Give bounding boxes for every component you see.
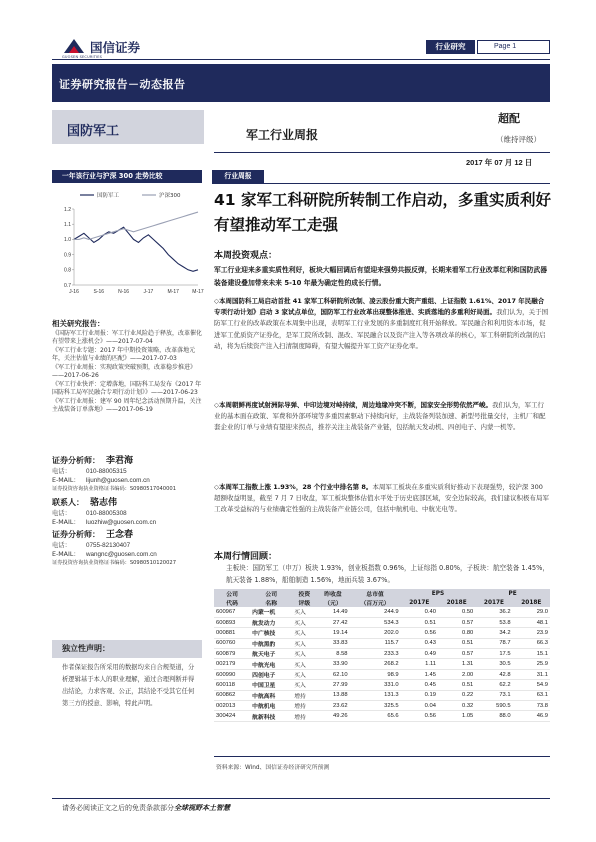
table-cell: 买入 bbox=[292, 680, 316, 690]
related-list bbox=[52, 330, 202, 415]
table-cell: 600893 bbox=[214, 617, 250, 627]
table-cell: 0.56 bbox=[401, 711, 438, 721]
series-line bbox=[74, 227, 198, 271]
table-cell: 29.0 bbox=[513, 607, 550, 617]
table-cell: 中航黑豹 bbox=[250, 638, 292, 648]
independence-head: 独立性声明： bbox=[52, 640, 202, 658]
table-cell: 0.51 bbox=[438, 680, 475, 690]
table-cell: 1.11 bbox=[401, 659, 438, 669]
x-tick-label: J-16 bbox=[69, 289, 79, 295]
table-cell: 1.31 bbox=[438, 659, 475, 669]
table-cell: 19.14 bbox=[316, 628, 349, 638]
brand-logo bbox=[62, 36, 152, 58]
table-cell: 78.7 bbox=[475, 638, 512, 648]
analyst-phone: 0755-82130407 bbox=[86, 542, 131, 549]
table-cell: 300424 bbox=[214, 711, 250, 721]
y-tick-label: 1.1 bbox=[64, 222, 71, 228]
table-cell: 25.9 bbox=[513, 659, 550, 669]
table-cell: 88.0 bbox=[475, 711, 512, 721]
table-row bbox=[214, 701, 550, 711]
table-cell: 0.49 bbox=[401, 649, 438, 659]
table-cell: 中航光电 bbox=[250, 659, 292, 669]
table-cell: 增持 bbox=[292, 701, 316, 711]
table-cell: 202.0 bbox=[350, 628, 401, 638]
table-row bbox=[214, 607, 550, 617]
table-cell: 33.83 bbox=[316, 638, 349, 648]
headline: 41 家军工科研院所转制工作启动，多重实质利好有望推动军工走强 bbox=[214, 191, 551, 234]
table-cell: 中国卫星 bbox=[250, 680, 292, 690]
bullet-lead: 本周国防科工局启动首批 41 家军工科研院所改制、凌云股份重大资产重组、上证指数 1.61%、2017 年民融合专项行动计划》启动 3 家试点单位，国防军工行业改革出现整体推进、实质落地的多重利好局面。 bbox=[214, 297, 545, 317]
bullet-text: 本周军工板块在多重实质利好推动下表现强势，较沪深 300 超额收益明显，截至 7 月 7 日收盘，军工板块整体估值水平处于历史底部区域，安全边际较高，我们建议积极布局军工改革受益标的与业绩确定性强的主战装备产业链公司，包括中航机电、中航光电等。 bbox=[214, 483, 550, 514]
table-cell: 8.58 bbox=[316, 649, 349, 659]
table-cell: 34.2 bbox=[475, 628, 512, 638]
col-header: EPS bbox=[401, 589, 476, 598]
table-cell: 0.19 bbox=[401, 690, 438, 700]
analyst-name: 王念春 bbox=[106, 530, 134, 540]
table-cell: 0.40 bbox=[401, 607, 438, 617]
trend-chart bbox=[52, 185, 202, 303]
analyst-email[interactable]: luozhiw@guosen.com.cn bbox=[86, 519, 157, 526]
weekly-tag: 行业周报 bbox=[212, 170, 264, 183]
table-cell: 002179 bbox=[214, 659, 250, 669]
col-header: 投资 bbox=[292, 589, 316, 598]
email-label: E-MAIL： bbox=[52, 551, 80, 558]
table-cell: 1.45 bbox=[401, 669, 438, 679]
analyst-email[interactable]: lijunh@guosen.com.cn bbox=[86, 477, 150, 484]
x-tick-label: N-16 bbox=[118, 289, 130, 295]
analyst-cert: 证券投资咨询执业资格证书编码：S0980510120027 bbox=[52, 560, 177, 566]
table-cell: 中航机电 bbox=[250, 701, 292, 711]
analyst-name: 骆志伟 bbox=[90, 498, 118, 508]
table-cell: 23.9 bbox=[513, 628, 550, 638]
bullet-text: 我们认为，关于国防军工行业的改革政策在本周集中出现，表明军工行业发展的多重制度红利开始释放。军民融合和利用资本市场，促进军工优质资产证券化，是军工院所改制、混改、军民融合以及资产注入等各项改革的核心，军工科研院所改制的启动，将为后续资产注入扫清制度障碍，有望大幅提升军工资产证券化率。 bbox=[214, 308, 549, 350]
table-cell: 331.0 bbox=[350, 680, 401, 690]
table-cell: 0.51 bbox=[401, 617, 438, 627]
table-row bbox=[214, 628, 550, 638]
x-tick-label: M-17 bbox=[167, 289, 179, 295]
analyst-phone: 010-88005308 bbox=[86, 510, 127, 517]
table-cell: 0.50 bbox=[438, 607, 475, 617]
table-cell: 53.8 bbox=[475, 617, 512, 627]
table-cell: 0.51 bbox=[438, 638, 475, 648]
table-cell: 0.45 bbox=[401, 680, 438, 690]
table-cell: 62.2 bbox=[475, 680, 512, 690]
table-cell: 1.05 bbox=[438, 711, 475, 721]
table-cell: 买入 bbox=[292, 659, 316, 669]
table-cell: 233.3 bbox=[350, 649, 401, 659]
analyst-role: 证券分析师： bbox=[52, 456, 100, 465]
tag-rule bbox=[212, 183, 550, 184]
table-cell: 增持 bbox=[292, 711, 316, 721]
analyst-1 bbox=[52, 448, 202, 494]
table-row bbox=[214, 649, 550, 659]
related-item[interactable]: 《军工行业快评：定增落地，国防科工局发布《2017 年国防科工局军民融合专项行动计划》》——2017-06-23 bbox=[52, 381, 202, 396]
table-cell: 31.1 bbox=[513, 669, 550, 679]
table-cell: 66.3 bbox=[513, 638, 550, 648]
bullet-lead: 本周朝鲜再度试射洲际导弹、中印边境对峙持续，周边地缘冲突不断，国家安全形势依然严峻。 bbox=[219, 401, 492, 409]
report-type: 军工行业周报 bbox=[246, 128, 319, 142]
sector-title: 国防军工 bbox=[67, 124, 120, 139]
legend-label: 国防军工 bbox=[97, 193, 120, 200]
table-rule bbox=[214, 756, 550, 757]
table-cell: 600990 bbox=[214, 669, 250, 679]
col-header: 2017E bbox=[401, 598, 438, 607]
bullet-1: ◇本周国防科工局启动首批 41 家军工科研院所改制、凌云股份重大资产重组、上证指数 1.61%、2017 年民融合专项行动计划》启动 3 家试点单位，国防军工行业改革出现整体推进、实质落地的多重利好局面。我们认为，关于国防军工行业的改革政策在本周集中出现，表明军工行业发展的多重制度红利开始释放。军民融合和利用资本市场，促进军工优质资产证券化，是军工院所改制、混改、军民融合以及资产注入等各项改革的核心，军工科研院所改制的启动，将为后续资产注入扫清制度障碍，有望大幅提升军工资产证券化率。 bbox=[214, 297, 549, 350]
table-cell: 534.3 bbox=[350, 617, 401, 627]
table-cell: 0.22 bbox=[438, 690, 475, 700]
footer-disclaimer: 请务必阅读正文之后的免责条款部分 bbox=[62, 804, 174, 812]
table-cell: 航发动力 bbox=[250, 617, 292, 627]
table-cell: 航新科技 bbox=[250, 711, 292, 721]
table-cell: 33.90 bbox=[316, 659, 349, 669]
banner-title: 证券研究报告－动态报告 bbox=[59, 78, 186, 91]
header-tags bbox=[426, 40, 550, 54]
analyst-role: 联系人： bbox=[52, 498, 84, 507]
y-tick-label: 0.7 bbox=[64, 282, 71, 289]
table-cell: 46.9 bbox=[513, 711, 550, 721]
table-cell: 13.88 bbox=[316, 690, 349, 700]
brand-name: 国信证券 bbox=[90, 40, 141, 55]
table-cell: 0.56 bbox=[401, 628, 438, 638]
table-header-row bbox=[214, 589, 550, 598]
analyst-phone: 010-88005315 bbox=[86, 468, 127, 475]
legend-label: 沪深300 bbox=[159, 193, 181, 200]
y-tick-label: 0.8 bbox=[64, 267, 71, 274]
table-cell: 600760 bbox=[214, 638, 250, 648]
table-cell: 买入 bbox=[292, 607, 316, 617]
table-cell: 中广核技 bbox=[250, 628, 292, 638]
table-cell: 000881 bbox=[214, 628, 250, 638]
col-header: （元） bbox=[316, 598, 349, 607]
table-cell: 65.6 bbox=[350, 711, 401, 721]
table-cell: 73.1 bbox=[475, 690, 512, 700]
footer-rule bbox=[52, 798, 550, 799]
table-cell: 73.8 bbox=[513, 701, 550, 711]
table-cell: 买入 bbox=[292, 638, 316, 648]
table-cell: 中航高科 bbox=[250, 690, 292, 700]
col-header: （百万元） bbox=[350, 598, 401, 607]
table-cell: 14.49 bbox=[316, 607, 349, 617]
table-cell: 600879 bbox=[214, 649, 250, 659]
table-cell: 买入 bbox=[292, 669, 316, 679]
table-cell: 23.62 bbox=[316, 701, 349, 711]
table-cell: 115.7 bbox=[350, 638, 401, 648]
phone-label: 电话： bbox=[52, 468, 71, 475]
table-cell: 15.1 bbox=[513, 649, 550, 659]
table-cell: 98.9 bbox=[350, 669, 401, 679]
table-cell: 63.1 bbox=[513, 690, 550, 700]
table-cell: 325.5 bbox=[350, 701, 401, 711]
analyst-role: 证券分析师： bbox=[52, 530, 100, 539]
table-cell: 244.9 bbox=[350, 607, 401, 617]
email-label: E-MAIL： bbox=[52, 519, 80, 526]
related-item[interactable]: 《军工行业周报：实现政策突破预期，改革稳步推进》——2017-06-26 bbox=[52, 364, 197, 379]
table-cell: 0.43 bbox=[401, 638, 438, 648]
table-row bbox=[214, 690, 550, 700]
table-cell: 42.8 bbox=[475, 669, 512, 679]
summary: 军工行业迎来多重实质性利好，板块大幅回调后有望迎来强势共振反弹，长期来看军工行业改革红利和国防武器装备建设叠加带来未来 5-10 年最为确定性的成长行情。 bbox=[214, 266, 548, 287]
table-cell: 四创电子 bbox=[250, 669, 292, 679]
table-cell: 600118 bbox=[214, 680, 250, 690]
table-source: 资料来源：Wind、国信证券经济研究所预测 bbox=[216, 765, 330, 771]
footer-slogan: 全球视野本土智慧 bbox=[174, 804, 230, 812]
related-title: 相关研究报告： bbox=[52, 319, 105, 328]
table-row bbox=[214, 617, 550, 627]
analyst-3 bbox=[52, 522, 202, 568]
table-row bbox=[214, 669, 550, 679]
email-label: E-MAIL： bbox=[52, 477, 80, 484]
table-cell: 49.26 bbox=[316, 711, 349, 721]
chart-title: 一年该行业与沪深 300 走势比较 bbox=[52, 170, 202, 183]
col-header: 代码 bbox=[214, 598, 250, 607]
phone-label: 电话： bbox=[52, 510, 71, 517]
table-cell: 002013 bbox=[214, 701, 250, 711]
independence-text: 作者保证报告所采用的数据均来自合规渠道，分析逻辑基于本人的职业理解，通过合理判断并得出结论，力求客观、公正，其结论不受其它任何第三方的授意、影响，特此声明。 bbox=[62, 664, 195, 707]
table-cell: 131.3 bbox=[350, 690, 401, 700]
table-cell: 268.2 bbox=[350, 659, 401, 669]
sub-head: 本周投资观点： bbox=[214, 251, 278, 261]
performance-text: 主板块：国防军工（申万）板块 1.93%，创业板指数 0.96%，上证综指 0.80%，子板块：航空装备 1.45%，航天装备 1.88%，船舶制造 1.56%，地面兵装 3.67%。 bbox=[226, 564, 549, 584]
bullet-lead: 本周军工指数上涨 1.93%，28 个行业中排名第 8。 bbox=[219, 483, 373, 491]
table-cell: 30.5 bbox=[475, 659, 512, 669]
table-cell: 62.10 bbox=[316, 669, 349, 679]
header-tag: 行业研究 bbox=[426, 40, 475, 54]
date-rule bbox=[214, 152, 550, 153]
related-item[interactable]: 《军工行业专题：2017 年中期投资策略，改革落地元年，关注估值与业绩的匹配》——2017-07-03 bbox=[52, 347, 196, 362]
report-banner bbox=[52, 64, 550, 102]
analyst-email[interactable]: wangnc@guosen.com.cn bbox=[86, 551, 157, 558]
brand-sub: GUOSEN SECURITIES bbox=[62, 55, 103, 59]
table-row bbox=[214, 638, 550, 648]
table-row bbox=[214, 680, 550, 690]
table-cell: 0.32 bbox=[438, 701, 475, 711]
bullet-3: ◇本周军工指数上涨 1.93%，28 个行业中排名第 8。本周军工板块在多重实质利好推动下表现强势，较沪深 300 超额收益明显，截至 7 月 7 日收盘，军工板块整体估值水平处于历史底部区域，安全边际较高，我们建议积极布局军工改革受益标的与业绩确定性强的主战装备产业链公司，包括中航机电、中航光电等。 bbox=[214, 483, 550, 514]
x-tick-label: J-17 bbox=[143, 289, 154, 295]
y-tick-label: 0.9 bbox=[64, 252, 71, 259]
table-cell: 17.5 bbox=[475, 649, 512, 659]
table-cell: 增持 bbox=[292, 690, 316, 700]
table-cell: 590.5 bbox=[475, 701, 512, 711]
table-cell: 内蒙一机 bbox=[250, 607, 292, 617]
table-cell: 0.80 bbox=[438, 628, 475, 638]
col-header: 2018E bbox=[438, 598, 475, 607]
table-cell: 航天电子 bbox=[250, 649, 292, 659]
analyst-cert: 证券投资咨询执业资格证书编码：S0980517040001 bbox=[52, 486, 177, 492]
page-number: Page 1 bbox=[477, 40, 550, 54]
table-cell: 2.00 bbox=[438, 669, 475, 679]
table-cell: 买入 bbox=[292, 628, 316, 638]
col-header: 总市值 bbox=[350, 589, 401, 598]
col-header: PE bbox=[475, 589, 550, 598]
performance-title: 本周行情回顾： bbox=[214, 552, 278, 562]
table-cell: 600967 bbox=[214, 607, 250, 617]
footer bbox=[62, 803, 230, 813]
y-tick-label: 1.0 bbox=[64, 237, 71, 244]
col-header: 2018E bbox=[513, 598, 550, 607]
table-cell: 0.57 bbox=[438, 617, 475, 627]
table-cell: 600862 bbox=[214, 690, 250, 700]
rating: 超配 bbox=[498, 112, 520, 125]
table-row bbox=[214, 659, 550, 669]
x-tick-label: S-16 bbox=[93, 289, 105, 295]
table-cell: 0.57 bbox=[438, 649, 475, 659]
x-tick-label: M-17 bbox=[192, 289, 204, 295]
bullet-text: 我们认为，军工行业的基本面在政策、军费和外部环境等多重因素驱动下持续向好，主战装备列装加速、新型号批量交付，主机厂和配套企业的订单与业绩有望迎来拐点，推荐关注主战装备产业链，包括航天发动机、四创电子、内蒙一机等。 bbox=[214, 401, 546, 432]
table-row bbox=[214, 711, 550, 721]
table-cell: 0.04 bbox=[401, 701, 438, 711]
related-item[interactable]: 《国防军工行业周报：军工行业风险趋于释放，改革催化有望带来上涨机会》——2017-07-04 bbox=[52, 330, 203, 345]
table-cell: 54.9 bbox=[513, 680, 550, 690]
report-date: 2017 年 07 月 12 日 bbox=[466, 158, 533, 167]
bullet-2: ◇本周朝鲜再度试射洲际导弹、中印边境对峙持续，周边地缘冲突不断，国家安全形势依然严峻。我们认为，军工行业的基本面在政策、军费和外部环境等多重因素驱动下持续向好，主战装备列装加速、新型号批量交付，主机厂和配套企业的订单与业绩有望迎来拐点，推荐关注主战装备产业链，包括航天发动机、四创电子、内蒙一机等。 bbox=[214, 401, 546, 432]
rating-table bbox=[214, 589, 550, 722]
col-header: 公司 bbox=[250, 589, 292, 598]
header-rule bbox=[52, 59, 550, 60]
col-header: 名称 bbox=[250, 598, 292, 607]
y-tick-label: 1.2 bbox=[64, 206, 71, 213]
table-header-row bbox=[214, 598, 550, 607]
related-item[interactable]: 《军工行业周报：建军 90 周年纪念活动预期升温，关注主战装备订单落地》——2017-06-19 bbox=[52, 398, 202, 413]
phone-label: 电话： bbox=[52, 542, 71, 549]
col-header: 公司 bbox=[214, 589, 250, 598]
table-cell: 36.2 bbox=[475, 607, 512, 617]
col-header: 2017E bbox=[475, 598, 512, 607]
rating-note: （维持评级） bbox=[496, 135, 541, 144]
table-cell: 27.42 bbox=[316, 617, 349, 627]
brand-mark-icon bbox=[62, 37, 86, 55]
table-cell: 48.1 bbox=[513, 617, 550, 627]
table-cell: 买入 bbox=[292, 617, 316, 627]
sector-block bbox=[52, 110, 204, 144]
table-cell: 买入 bbox=[292, 649, 316, 659]
series-line bbox=[74, 212, 198, 239]
col-header: 评级 bbox=[292, 598, 316, 607]
col-header: 昨收盘 bbox=[316, 589, 349, 598]
analyst-name: 李君海 bbox=[106, 456, 134, 466]
table-cell: 27.99 bbox=[316, 680, 349, 690]
